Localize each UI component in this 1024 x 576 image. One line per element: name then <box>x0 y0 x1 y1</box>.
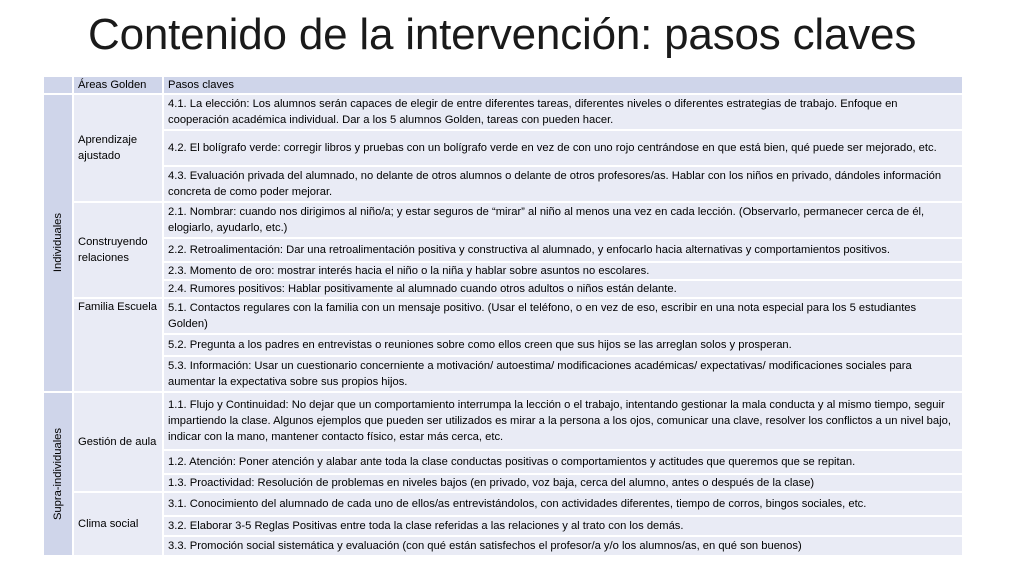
header-group-cell <box>43 76 73 94</box>
area-aprendizaje-ajustado: Aprendizaje ajustado <box>73 94 163 202</box>
step-3-3: 3.3. Promoción social sistemática y evaluación (con qué están satisfechos el profesor/a y/o los alumnos/as, en qué son buenos) <box>163 536 963 556</box>
area-gestion-de-aula: Gestión de aula <box>73 392 163 492</box>
table-row <box>43 392 963 450</box>
step-2-3: 2.3. Momento de oro: mostrar interés hacia el niño o la niña y hablar sobre asuntos no escolares. <box>163 262 963 280</box>
step-3-2: 3.2. Elaborar 3-5 Reglas Positivas entre toda la clase referidas a las relaciones y al trato con los demás. <box>163 516 963 536</box>
table-row <box>43 356 963 392</box>
table-row <box>43 130 963 166</box>
table-row <box>43 298 963 334</box>
area-familia-escuela: Familia Escuela <box>73 298 163 392</box>
table-row <box>43 262 963 280</box>
table-row <box>43 202 963 238</box>
step-5-1: 5.1. Contactos regulares con la familia con un mensaje positivo. (Usar el teléfono, o en vez de eso, escribir en una nota especial para los 5 estudiantes Golden) <box>163 298 963 334</box>
step-5-3: 5.3. Información: Usar un cuestionario concerniente a motivación/ autoestima/ modificaciones académicas/ expectativas/ modificaciones sociales para aumentar la expectativa sobre sus propios hijos. <box>163 356 963 392</box>
step-5-2: 5.2. Pregunta a los padres en entrevistas o reuniones sobre como ellos creen que sus hijos se las arreglan solos y prosperan. <box>163 334 963 356</box>
table-row <box>43 334 963 356</box>
table-row <box>43 536 963 556</box>
step-4-2: 4.2. El bolígrafo verde: corregir libros y pruebas con un bolígrafo verde en vez de con uno rojo centrándose en que está bien, qué puede ser mejorado, etc. <box>163 130 963 166</box>
table-row <box>43 94 963 130</box>
table-header-row <box>43 76 963 94</box>
group-label-text: Individuales <box>52 213 64 273</box>
header-areas-golden: Áreas Golden <box>73 76 163 94</box>
area-construyendo-relaciones: Construyendo relaciones <box>73 202 163 298</box>
group-label-individuales <box>43 94 73 392</box>
step-2-1: 2.1. Nombrar: cuando nos dirigimos al niño/a; y estar seguros de “mirar” al niño al menos una vez en cada lección. (Observarlo, permanecer cerca de él, elogiarlo, ayudarlo, etc.) <box>163 202 963 238</box>
step-2-4: 2.4. Rumores positivos: Hablar positivamente al alumnado cuando otros adultos o niños están delante. <box>163 280 963 298</box>
step-2-2: 2.2. Retroalimentación: Dar una retroalimentación positiva y constructiva al alumnado, y enfocarlo hacia alternativas y comportamientos positivos. <box>163 238 963 262</box>
header-pasos-claves: Pasos claves <box>163 76 963 94</box>
table-row <box>43 492 963 516</box>
group-label-text: Supra-individuales <box>52 427 64 521</box>
table-row <box>43 516 963 536</box>
step-4-1: 4.1. La elección: Los alumnos serán capaces de elegir de entre diferentes tareas, diferentes niveles o diferentes estrategias de trabajo. Enfoque en cooperación académica individual. Dar a los 5 alumnos Golden, tareas con pueden hacer. <box>163 94 963 130</box>
table-row <box>43 474 963 492</box>
step-1-3: 1.3. Proactividad: Resolución de problemas en niveles bajos (en privado, voz baja, cerca del alumno, antes o después de la clase) <box>163 474 963 492</box>
step-4-3: 4.3. Evaluación privada del alumnado, no delante de otros alumnos o delante de otros profesores/as. Hablar con los niños en privado, dándoles información concreta de como poder mejorar. <box>163 166 963 202</box>
step-1-1: 1.1. Flujo y Continuidad: No dejar que un comportamiento interrumpa la lección o el trabajo, intentando gestionar la mala conducta y al mismo tiempo, seguir impartiendo la clase. Algunos ejemplos que pueden ser utilizados es mirar a la persona a los ojos, comunicar una clave, resolver los conflictos a un nivel bajo, indicar con la mano, mantener contacto físico, estar más cerca, etc. <box>163 392 963 450</box>
table-row <box>43 450 963 474</box>
table-row <box>43 280 963 298</box>
area-clima-social: Clima social <box>73 492 163 556</box>
step-1-2: 1.2. Atención: Poner atención y alabar ante toda la clase conductas positivas o comportamientos y actitudes que queremos que se repitan. <box>163 450 963 474</box>
key-steps-table <box>42 75 964 557</box>
slide-title: Contenido de la intervención: pasos claves <box>88 10 917 59</box>
step-3-1: 3.1. Conocimiento del alumnado de cada uno de ellos/as entrevistándolos, con actividades diferentes, tiempo de corros, bingos sociales, etc. <box>163 492 963 516</box>
table-row <box>43 238 963 262</box>
table-row <box>43 166 963 202</box>
group-label-supra-individuales <box>43 392 73 556</box>
